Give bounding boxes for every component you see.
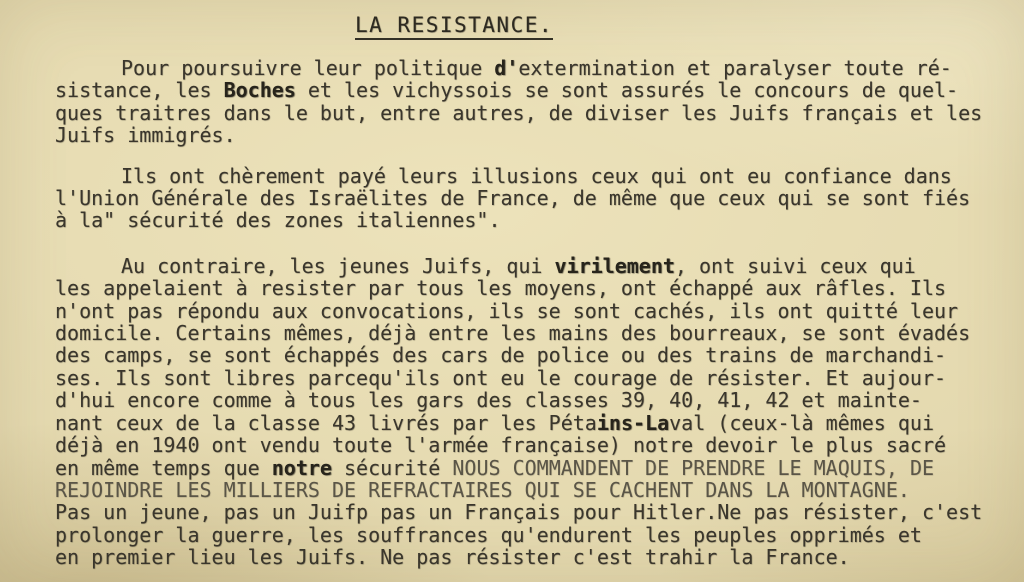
text-segment: NOUS COMMANDENT DE PRENDRE LE MAQUIS, DE xyxy=(452,455,935,480)
text-segment: n'ont pas répondu aux convocations, ils se sont cachés, ils ont quitté leur xyxy=(55,298,959,323)
text-segment: sistance, les xyxy=(55,78,224,103)
text-segment: domicile. Certains mêmes, déjà entre les mains des bourreaux, se sont évadés xyxy=(55,321,971,346)
text-segment: et les vichyssois se sont assurés le concours de quel- xyxy=(295,78,959,103)
text-line xyxy=(55,389,996,411)
text-line xyxy=(55,457,996,479)
text-segment: , ont suivi ceux qui xyxy=(674,253,916,278)
text-line xyxy=(55,277,996,299)
text-line xyxy=(55,209,996,231)
text-segment: sécurité xyxy=(331,455,453,480)
text-line xyxy=(55,322,996,344)
text-line xyxy=(55,57,996,79)
text-segment: prolonger la guerre, les souffrances qu'endurent les peuples opprimés et xyxy=(55,522,922,547)
text-segment: ins-La xyxy=(596,410,670,435)
text-segment: val (ceux-là mêmes qui xyxy=(669,410,935,435)
text-segment: des camps, se sont échappés des cars de police ou des trains de marchandi- xyxy=(55,343,947,368)
text-segment: Au contraire, les jeunes Juifs, qui xyxy=(121,253,555,278)
paragraph xyxy=(55,255,996,569)
text-line xyxy=(55,524,996,546)
text-line xyxy=(55,102,996,124)
document-title: LA RESISTANCE. xyxy=(355,13,553,40)
document-body xyxy=(55,57,996,569)
text-segment: les appelaient à resister par tous les moyens, ont échappé aux râfles. Ils xyxy=(55,276,947,301)
text-segment: d' xyxy=(494,56,519,80)
text-segment: en même temps que xyxy=(55,455,272,480)
text-segment: extermination et paralyser toute ré- xyxy=(518,56,952,80)
text-line xyxy=(55,344,996,366)
text-segment: virilement xyxy=(554,253,675,278)
paragraph xyxy=(55,165,996,232)
text-segment: notre xyxy=(271,455,332,480)
text-line xyxy=(55,479,996,501)
text-segment: ses. Ils sont libres parcequ'ils ont eu le courage de résister. Et aujour- xyxy=(55,365,947,390)
text-line xyxy=(55,124,996,146)
text-segment: l'Union Générale des Israëlites de France, de même que ceux qui se sont fiés xyxy=(55,186,971,211)
text-line xyxy=(55,300,996,322)
text-line xyxy=(55,255,996,277)
text-segment: REJOINDRE LES MILLIERS DE REFRACTAIRES QUI SE CACHENT DANS LA MONTAGNE. xyxy=(55,477,910,502)
paragraph xyxy=(55,57,996,147)
text-segment: d'hui encore comme à tous les gars des classes 39, 40, 41, 42 et mainte- xyxy=(55,388,922,413)
text-line xyxy=(55,367,996,389)
text-line xyxy=(55,434,996,456)
text-segment: ques traitres dans le but, entre autres, de diviser les Juifs français et les xyxy=(55,100,983,125)
text-line xyxy=(55,412,996,434)
text-line xyxy=(55,187,996,209)
text-line xyxy=(55,165,996,187)
text-segment: Pas un jeune, pas un Juifp pas un Français pour Hitler.Ne pas résister, c'est xyxy=(55,500,983,525)
text-segment: Juifs immigrés. xyxy=(55,123,236,148)
text-segment: en premier lieu les Juifs. Ne pas résister c'est trahir la France. xyxy=(55,545,850,570)
text-segment: à la" sécurité des zones italiennes". xyxy=(55,208,501,233)
text-segment: Boches xyxy=(223,78,296,103)
text-line xyxy=(55,79,996,101)
text-segment: nant ceux de la classe 43 livrés par les Péta xyxy=(55,410,597,435)
text-segment: Ils ont chèrement payé leurs illusions ceux qui ont eu confiance dans xyxy=(121,163,952,188)
text-segment: Pour poursuivre leur politique xyxy=(121,56,495,80)
text-segment: déjà en 1940 ont vendu toute l'armée française) notre devoir le plus sacré xyxy=(55,433,947,458)
text-line xyxy=(55,501,996,523)
text-line xyxy=(55,546,996,568)
